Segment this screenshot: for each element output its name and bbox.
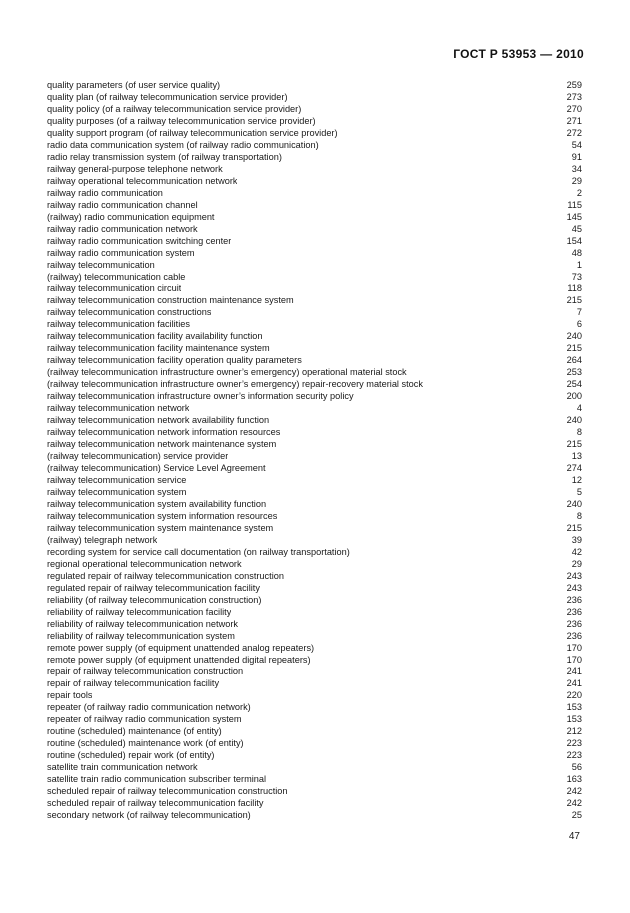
index-term: reliability of railway telecommunication system [47, 630, 235, 641]
index-entry [47, 283, 582, 295]
index-page-ref: 243 [566, 570, 582, 581]
index-term: railway telecommunication circuit [47, 283, 182, 294]
index-entry [47, 535, 582, 547]
index-entry [47, 463, 582, 475]
index-page-ref: 13 [571, 451, 582, 462]
index-page-ref: 12 [571, 474, 582, 485]
index-term: railway operational telecommunication network [47, 175, 238, 186]
index-entry [47, 331, 582, 343]
document-header: ГОСТ Р 53953 — 2010 [453, 47, 584, 61]
index-entry [47, 212, 582, 224]
index-term: railway radio communication network [47, 223, 198, 234]
index-entry [47, 523, 582, 535]
index-page-ref: 39 [571, 534, 582, 545]
index-term: (railway telecommunication infrastructure owner’s emergency) repair-recovery material stock [47, 379, 423, 390]
index-page-ref: 5 [576, 486, 582, 497]
index-page-ref: 6 [576, 319, 582, 330]
index-term: repair of railway telecommunication construction [47, 666, 244, 677]
index-term: routine (scheduled) maintenance work (of entity) [47, 738, 244, 749]
index-page-ref: 220 [566, 690, 582, 701]
index-term: railway telecommunication constructions [47, 307, 212, 318]
index-term: quality parameters (of user service quality) [47, 80, 221, 90]
index-page-ref: 264 [566, 355, 582, 366]
index-term: repeater (of railway radio communication network) [47, 702, 251, 713]
index-page-ref: 215 [566, 522, 582, 533]
index-page-ref: 274 [566, 463, 582, 473]
index-page-ref: 8 [576, 510, 582, 521]
index-page-ref: 242 [566, 798, 582, 809]
index-page-ref: 254 [566, 379, 582, 390]
index-page-ref: 242 [566, 786, 582, 797]
index-page-ref: 215 [566, 439, 582, 450]
index-page-ref: 48 [571, 247, 582, 258]
index-entry [47, 702, 582, 714]
index-term: railway telecommunication system availability function [47, 498, 267, 509]
index-term: reliability of railway telecommunication network [47, 618, 238, 629]
index-term: railway radio communication channel [47, 199, 198, 210]
index-page-ref: 240 [566, 331, 582, 342]
index-term: railway telecommunication facilities [47, 319, 190, 330]
index-term: railway telecommunication construction maintenance system [47, 295, 294, 306]
index-entry [47, 726, 582, 738]
index-term: regulated repair of railway telecommunication construction [47, 570, 284, 581]
index-term: repeater of railway radio communication system [47, 714, 242, 725]
index-page-ref: 8 [576, 427, 582, 438]
index-entry [47, 403, 582, 415]
alphabetical-index [47, 80, 582, 822]
index-page-ref: 56 [571, 762, 582, 773]
index-term: regional operational telecommunication network [47, 558, 242, 569]
index-term: railway telecommunication system information resources [47, 510, 278, 521]
index-entry [47, 451, 582, 463]
index-entry [47, 224, 582, 236]
index-page-ref: 25 [571, 810, 582, 821]
index-term: railway telecommunication service [47, 474, 187, 485]
index-term: railway telecommunication facility maintenance system [47, 343, 270, 354]
index-entry [47, 487, 582, 499]
index-term: (railway telecommunication) Service Level Agreement [47, 463, 266, 473]
index-entry [47, 619, 582, 631]
index-entry [47, 595, 582, 607]
index-term: satellite train communication network [47, 762, 198, 773]
index-entry [47, 427, 582, 439]
index-entry [47, 690, 582, 702]
index-page-ref: 163 [566, 774, 582, 785]
index-entry [47, 92, 582, 104]
index-page-ref: 236 [566, 630, 582, 641]
index-page-ref: 215 [566, 295, 582, 306]
index-entry [47, 643, 582, 655]
index-page-ref: 91 [571, 151, 582, 162]
index-page-ref: 241 [566, 666, 582, 677]
index-term: (railway) telegraph network [47, 534, 158, 545]
index-entry [47, 176, 582, 188]
index-entry [47, 415, 582, 427]
index-entry [47, 80, 582, 92]
index-entry [47, 152, 582, 164]
index-entry [47, 200, 582, 212]
index-entry [47, 810, 582, 822]
index-term: radio data communication system (of railway radio communication) [47, 139, 319, 150]
index-term: reliability (of railway telecommunication construction) [47, 594, 262, 605]
index-term: quality support program (of railway telecommunication service provider) [47, 127, 338, 138]
index-entry [47, 655, 582, 667]
index-term: routine (scheduled) maintenance (of entity) [47, 726, 222, 737]
index-page-ref: 270 [566, 103, 582, 114]
index-entry [47, 391, 582, 403]
index-entry [47, 762, 582, 774]
index-term: quality plan (of railway telecommunication service provider) [47, 91, 288, 102]
index-term: railway telecommunication network maintenance system [47, 439, 277, 450]
index-page-ref: 1 [576, 259, 582, 270]
index-entry [47, 307, 582, 319]
index-term: quality purposes (of a railway telecommunication service provider) [47, 115, 316, 126]
index-term: satellite train radio communication subscriber terminal [47, 774, 267, 785]
index-entry [47, 295, 582, 307]
index-term: secondary network (of railway telecommunication) [47, 810, 251, 821]
index-entry [47, 104, 582, 116]
index-page-ref: 118 [567, 283, 582, 294]
index-entry [47, 738, 582, 750]
index-entry [47, 140, 582, 152]
index-term: railway telecommunication system [47, 486, 187, 497]
index-term: remote power supply (of equipment unattended analog repeaters) [47, 642, 315, 653]
index-page-ref: 34 [571, 163, 582, 174]
index-entry [47, 355, 582, 367]
index-term: railway general-purpose telephone network [47, 163, 223, 174]
index-page-ref: 4 [576, 403, 582, 414]
index-entry [47, 188, 582, 200]
index-term: scheduled repair of railway telecommunication facility [47, 798, 264, 809]
index-page-ref: 236 [566, 606, 582, 617]
index-term: railway radio communication switching center [47, 235, 232, 246]
index-entry [47, 631, 582, 643]
index-entry [47, 236, 582, 248]
index-term: (railway telecommunication infrastructure owner’s emergency) operational material stock [47, 367, 407, 378]
index-page-ref: 223 [566, 738, 582, 749]
index-entry [47, 714, 582, 726]
index-term: railway telecommunication network availability function [47, 415, 270, 426]
index-page-ref: 259 [566, 80, 582, 90]
index-term: railway telecommunication system maintenance system [47, 522, 274, 533]
index-page-ref: 115 [567, 199, 582, 210]
index-term: regulated repair of railway telecommunication facility [47, 582, 260, 593]
index-page-ref: 145 [566, 211, 582, 222]
index-term: quality policy (of a railway telecommunication service provider) [47, 103, 302, 114]
index-term: repair tools [47, 690, 93, 701]
index-entry [47, 750, 582, 762]
index-entry [47, 547, 582, 559]
index-page-ref: 42 [571, 546, 582, 557]
index-page-ref: 170 [566, 642, 582, 653]
index-page-ref: 253 [566, 367, 582, 378]
index-term: railway telecommunication facility operation quality parameters [47, 355, 302, 366]
index-term: (railway telecommunication) service provider [47, 451, 229, 462]
index-term: railway radio communication [47, 187, 163, 198]
index-entry [47, 367, 582, 379]
index-term: radio relay transmission system (of railway transportation) [47, 151, 282, 162]
index-term: recording system for service call documentation (on railway transportation) [47, 546, 350, 557]
index-term: routine (scheduled) repair work (of entity) [47, 750, 215, 761]
index-page-ref: 29 [571, 558, 582, 569]
index-page-ref: 200 [566, 391, 582, 402]
index-entry [47, 607, 582, 619]
index-page-ref: 153 [566, 702, 582, 713]
index-term: (railway) telecommunication cable [47, 271, 186, 282]
index-entry [47, 511, 582, 523]
index-entry [47, 319, 582, 331]
index-entry [47, 678, 582, 690]
index-page-ref: 243 [566, 582, 582, 593]
index-entry [47, 475, 582, 487]
index-entry [47, 559, 582, 571]
index-page-ref: 170 [566, 654, 582, 665]
index-page-ref: 273 [566, 91, 582, 102]
index-page-ref: 212 [566, 726, 582, 737]
index-entry [47, 272, 582, 284]
index-term: reliability of railway telecommunication facility [47, 606, 232, 617]
index-page-ref: 240 [566, 415, 582, 426]
index-term: scheduled repair of railway telecommunication construction [47, 786, 288, 797]
index-term: repair of railway telecommunication facility [47, 678, 220, 689]
index-term: railway telecommunication infrastructure owner’s information security policy [47, 391, 354, 402]
index-page-ref: 54 [571, 139, 582, 150]
index-page-ref: 271 [566, 115, 582, 126]
index-page-ref: 215 [566, 343, 582, 354]
index-page-ref: 241 [566, 678, 582, 689]
index-page-ref: 154 [566, 235, 582, 246]
index-entry [47, 116, 582, 128]
index-page-ref: 73 [571, 271, 582, 282]
index-term: railway telecommunication facility availability function [47, 331, 263, 342]
index-term: remote power supply (of equipment unattended digital repeaters) [47, 654, 311, 665]
index-entry [47, 571, 582, 583]
index-page-ref: 240 [566, 498, 582, 509]
index-page-ref: 45 [571, 223, 582, 234]
index-page-ref: 223 [566, 750, 582, 761]
index-page-ref: 236 [566, 594, 582, 605]
index-page-ref: 272 [566, 127, 582, 138]
index-entry [47, 164, 582, 176]
index-entry [47, 379, 582, 391]
index-entry [47, 666, 582, 678]
index-entry [47, 583, 582, 595]
index-entry [47, 248, 582, 260]
index-page-ref: 2 [576, 187, 582, 198]
index-page-ref: 236 [566, 618, 582, 629]
index-entry [47, 798, 582, 810]
index-term: railway radio communication system [47, 247, 195, 258]
index-entry [47, 774, 582, 786]
page-number: 47 [568, 831, 580, 842]
index-entry [47, 128, 582, 140]
index-term: (railway) radio communication equipment [47, 211, 215, 222]
index-page-ref: 7 [576, 307, 582, 318]
index-term: railway telecommunication [47, 259, 155, 270]
index-page-ref: 153 [566, 714, 582, 725]
index-entry [47, 786, 582, 798]
index-term: railway telecommunication network information resources [47, 427, 281, 438]
index-page-ref: 29 [571, 175, 582, 186]
index-entry [47, 499, 582, 511]
index-entry [47, 439, 582, 451]
index-term: railway telecommunication network [47, 403, 190, 414]
index-entry [47, 343, 582, 355]
index-entry [47, 260, 582, 272]
